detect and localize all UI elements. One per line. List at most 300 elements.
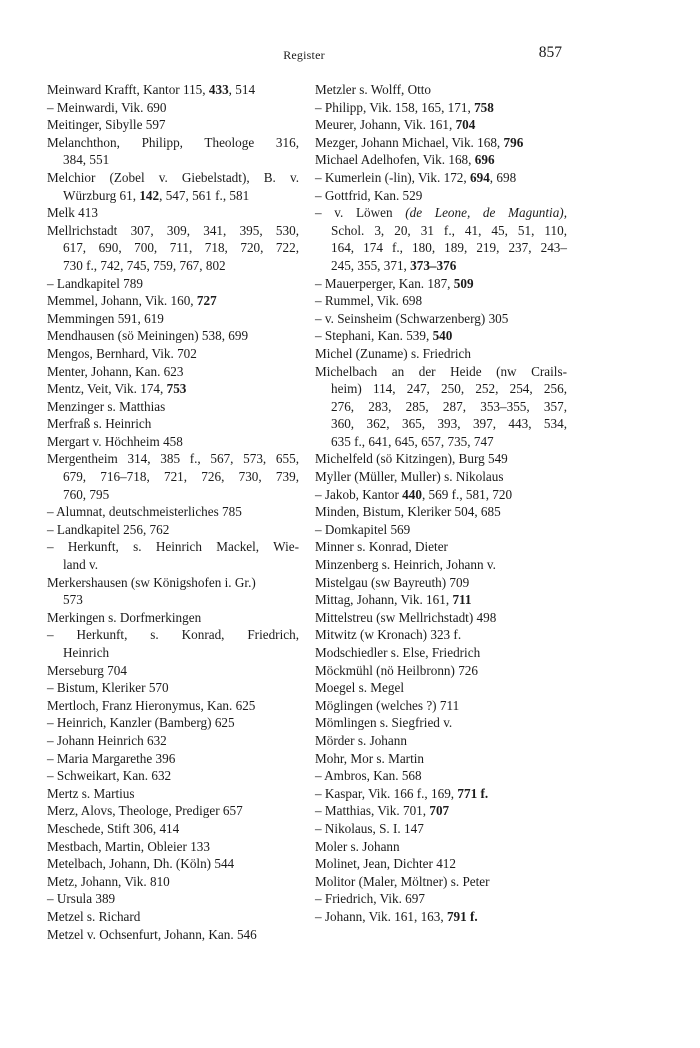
entry-text: Molinet, Jean, Dichter 412 xyxy=(315,856,456,872)
index-entry-line xyxy=(47,873,299,891)
entry-text: Merkingen s. Dorfmerkingen xyxy=(47,609,202,625)
index-entry-line xyxy=(47,662,299,680)
index-entry xyxy=(47,327,299,345)
index-entry-line xyxy=(315,785,567,803)
index-entry xyxy=(315,486,567,504)
index-entry xyxy=(315,838,567,856)
entry-text: Mendhausen (sö Meiningen) 538, 699 xyxy=(47,328,249,344)
index-entry xyxy=(47,204,299,222)
entry-text: Merseburg 704 xyxy=(47,662,127,678)
index-entry xyxy=(47,169,299,204)
page-reference-bold: 707 xyxy=(429,803,450,819)
index-entry-line xyxy=(315,99,567,117)
index-entry xyxy=(47,521,299,539)
index-entry xyxy=(315,538,567,556)
index-entry-line xyxy=(315,380,567,398)
index-entry xyxy=(47,908,299,926)
index-entry xyxy=(315,521,567,539)
index-entry xyxy=(47,662,299,680)
entry-text: – Herkunft, s. Heinrich Mackel, Wie- xyxy=(47,539,299,555)
index-entry-line xyxy=(315,327,567,345)
index-entry xyxy=(315,679,567,697)
index-entry-line xyxy=(47,415,299,433)
index-entry-line xyxy=(47,116,299,134)
index-entry-line xyxy=(47,327,299,345)
index-entry-line xyxy=(47,802,299,820)
entry-text: – Ursula 389 xyxy=(47,891,116,907)
entry-text: Mittelstreu (sw Mellrichstadt) 498 xyxy=(315,609,497,625)
page-reference-bold: 796 xyxy=(503,134,524,150)
index-entry xyxy=(315,732,567,750)
entry-text: Mezger, Johann Michael, Vik. 168, xyxy=(315,134,504,150)
page-reference-bold: 758 xyxy=(474,99,494,115)
entry-text: Memmingen 591, 619 xyxy=(47,310,164,326)
index-entry xyxy=(47,609,299,627)
index-entry-line xyxy=(315,116,567,134)
index-entry-line xyxy=(47,697,299,715)
index-column-left xyxy=(47,81,299,943)
entry-text: 276, 283, 285, 287, 353–355, 357, xyxy=(331,398,567,414)
index-entry xyxy=(47,538,299,573)
index-entry-line xyxy=(47,81,299,99)
page-reference-bold: 771 f. xyxy=(457,785,489,801)
entry-text: Modschiedler s. Else, Friedrich xyxy=(315,645,481,660)
index-entry-line xyxy=(47,99,299,117)
index-entry xyxy=(47,750,299,768)
index-entry-line xyxy=(47,433,299,451)
entry-text: Schol. 3, 20, 31 f., 41, 45, 51, 110, xyxy=(331,222,567,238)
index-entry-line xyxy=(47,345,299,363)
index-entry xyxy=(315,609,567,627)
index-entry xyxy=(315,556,567,574)
page-reference-bold: 696 xyxy=(474,152,495,168)
index-entry-line xyxy=(47,450,299,468)
entry-text: Meschede, Stift 306, 414 xyxy=(47,820,180,836)
index-entry-line xyxy=(315,767,567,785)
page-reference-bold: 753 xyxy=(166,381,187,397)
entry-text: Mistelgau (sw Bayreuth) 709 xyxy=(315,574,470,590)
index-entry-line xyxy=(315,345,567,363)
index-entry xyxy=(47,345,299,363)
index-entry-line xyxy=(47,486,299,504)
entry-text: Möglingen (welches ?) 711 xyxy=(315,697,460,713)
index-entry xyxy=(315,662,567,680)
index-entry xyxy=(315,890,567,908)
entry-text: Heinrich xyxy=(63,645,110,660)
entry-text: Memmel, Johann, Vik. 160, xyxy=(47,293,197,309)
index-entry xyxy=(47,873,299,891)
index-entry-line xyxy=(47,574,299,592)
index-entry xyxy=(47,415,299,433)
index-entry xyxy=(315,345,567,363)
index-entry-line xyxy=(47,363,299,381)
entry-text: 360, 362, 365, 393, 397, 443, 534, xyxy=(331,416,567,432)
index-entry-line xyxy=(315,486,567,504)
index-entry xyxy=(47,714,299,732)
entry-text: Mergentheim 314, 385 f., 567, 573, 655, xyxy=(47,451,299,467)
index-entry-line xyxy=(315,855,567,873)
index-entry-line xyxy=(315,222,567,240)
entry-text: Michel (Zuname) s. Friedrich xyxy=(315,345,472,361)
entry-text: Minzenberg s. Heinrich, Johann v. xyxy=(315,557,496,573)
index-entry xyxy=(315,81,567,99)
entry-text: Mertloch, Franz Hieronymus, Kan. 625 xyxy=(47,697,256,713)
entry-text: Menzinger s. Matthias xyxy=(47,398,166,414)
entry-text: – Schweikart, Kan. 632 xyxy=(47,768,172,784)
entry-text: – v. Löwen xyxy=(315,205,406,221)
entry-text: Michelbach an der Heide (nw Crails- xyxy=(315,363,567,379)
entry-text: 730 f., 742, 745, 759, 767, 802 xyxy=(63,257,226,273)
entry-text: Michael Adelhofen, Vik. 168, xyxy=(315,152,475,168)
entry-text: – Friedrich, Vik. 697 xyxy=(315,891,425,907)
entry-text: Metz, Johann, Vik. 810 xyxy=(47,873,170,889)
index-entry-line xyxy=(47,908,299,926)
index-entry xyxy=(47,626,299,661)
index-entry-line xyxy=(47,204,299,222)
index-entry xyxy=(47,450,299,503)
entry-text: – Bistum, Kleriker 570 xyxy=(47,680,169,696)
entry-text: – Heinrich, Kanzler (Bamberg) 625 xyxy=(47,715,235,731)
entry-text: – Landkapitel 789 xyxy=(47,275,143,291)
entry-text: – Stephani, Kan. 539, xyxy=(315,328,433,344)
index-entry xyxy=(47,433,299,451)
index-entry xyxy=(47,838,299,856)
index-entry-line xyxy=(47,732,299,750)
index-entry xyxy=(315,574,567,592)
index-entry-line xyxy=(47,275,299,293)
entry-text: Mergart v. Höchheim 458 xyxy=(47,433,183,449)
entry-text: Mestbach, Martin, Obleier 133 xyxy=(47,838,210,854)
index-entry-line xyxy=(47,239,299,257)
index-entry xyxy=(47,134,299,169)
index-entry xyxy=(47,503,299,521)
italic-text: (de Leone, de Maguntia), xyxy=(405,205,567,221)
entry-text: Metelbach, Johann, Dh. (Köln) 544 xyxy=(47,856,235,872)
index-entry xyxy=(315,204,567,274)
index-entry xyxy=(315,503,567,521)
entry-text: Mengos, Bernhard, Vik. 702 xyxy=(47,345,197,361)
index-entry xyxy=(315,450,567,468)
index-entry-line xyxy=(315,732,567,750)
index-entry xyxy=(47,767,299,785)
entry-text: – Landkapitel 256, 762 xyxy=(47,521,170,537)
entry-text: – Nikolaus, S. I. 147 xyxy=(315,820,424,836)
index-entry xyxy=(315,275,567,293)
entry-text: Merz, Alovs, Theologe, Prediger 657 xyxy=(47,803,243,819)
entry-text: 635 f., 641, 645, 657, 735, 747 xyxy=(331,433,494,449)
entry-text: – Jakob, Kantor xyxy=(315,486,403,502)
entry-text: , 698 xyxy=(489,169,517,185)
entry-text: land v. xyxy=(63,557,99,573)
entry-text: 384, 551 xyxy=(63,152,110,168)
index-entry-line xyxy=(315,187,567,205)
entry-text: 573 xyxy=(63,592,83,608)
index-entry-line xyxy=(47,926,299,944)
entry-text: – Kaspar, Vik. 166 f., 169, xyxy=(315,785,458,801)
index-entry xyxy=(47,855,299,873)
index-entry-line xyxy=(47,609,299,627)
index-entry-line xyxy=(315,134,567,152)
index-entry xyxy=(315,116,567,134)
page-reference-bold: 727 xyxy=(196,293,217,309)
index-entry-line xyxy=(315,873,567,891)
index-entry xyxy=(315,468,567,486)
index-entry xyxy=(47,679,299,697)
entry-text: – Maria Margarethe 396 xyxy=(47,750,176,766)
entry-text: , 514 xyxy=(228,82,256,97)
index-entry-line xyxy=(47,187,299,205)
index-entry-line xyxy=(315,714,567,732)
index-entry xyxy=(315,169,567,187)
entry-text: Merfraß s. Heinrich xyxy=(47,416,152,432)
index-entry xyxy=(47,380,299,398)
index-entry-line xyxy=(315,275,567,293)
index-entry xyxy=(47,802,299,820)
index-entry-line xyxy=(47,679,299,697)
entry-text: – Alumnat, deutschmeisterliches 785 xyxy=(47,504,242,520)
index-entry-line xyxy=(315,538,567,556)
index-entry xyxy=(315,310,567,328)
index-entry-line xyxy=(47,714,299,732)
index-entry-line xyxy=(47,134,299,152)
entry-text: Molitor (Maler, Möltner) s. Peter xyxy=(315,873,490,889)
index-entry-line xyxy=(47,644,299,662)
index-entry-line xyxy=(47,767,299,785)
index-entry-line xyxy=(315,239,567,257)
index-entry-line xyxy=(47,890,299,908)
index-entry-line xyxy=(315,679,567,697)
index-entry-line xyxy=(315,169,567,187)
entry-text: Menter, Johann, Kan. 623 xyxy=(47,363,184,379)
entry-text: Merkershausen (sw Königshofen i. Gr.) xyxy=(47,574,256,590)
index-entry xyxy=(47,890,299,908)
running-head: Register xyxy=(283,48,325,62)
index-entry-line xyxy=(47,310,299,328)
index-entry-line xyxy=(47,538,299,556)
index-entry xyxy=(315,750,567,768)
index-entry xyxy=(47,820,299,838)
index-entry xyxy=(315,714,567,732)
index-entry-line xyxy=(315,662,567,680)
entry-text: – Johann Heinrich 632 xyxy=(47,732,167,748)
index-entry xyxy=(47,292,299,310)
page-header xyxy=(46,44,562,68)
entry-text: – Herkunft, s. Konrad, Friedrich, xyxy=(47,627,299,643)
index-entry-line xyxy=(47,169,299,187)
page-reference-bold: 433 xyxy=(208,82,229,97)
page-reference-bold: 704 xyxy=(455,117,476,133)
index-entry xyxy=(47,697,299,715)
index-entry xyxy=(47,275,299,293)
index-entry xyxy=(315,99,567,117)
entry-text: Mitwitz (w Kronach) 323 f. xyxy=(315,627,462,643)
index-entry-line xyxy=(315,292,567,310)
entry-text: Metzel v. Ochsenfurt, Johann, Kan. 546 xyxy=(47,926,257,942)
entry-text: Mentz, Veit, Vik. 174, xyxy=(47,381,167,397)
entry-text: Mertz s. Martius xyxy=(47,785,135,801)
index-entry xyxy=(315,697,567,715)
entry-text: , 569 f., 581, 720 xyxy=(421,486,513,502)
index-entry-line xyxy=(315,204,567,222)
index-entry xyxy=(315,292,567,310)
entry-text: Melk 413 xyxy=(47,205,98,221)
index-entry-line xyxy=(47,838,299,856)
index-entry-line xyxy=(315,609,567,627)
entry-text: Moler s. Johann xyxy=(315,838,400,854)
entry-text: – Johann, Vik. 161, 163, xyxy=(315,908,447,924)
index-entry-line xyxy=(47,521,299,539)
index-entry xyxy=(315,873,567,891)
index-entry xyxy=(315,151,567,169)
index-entry xyxy=(47,310,299,328)
entry-text: Würzburg 61, xyxy=(63,187,140,203)
entry-text: 679, 716–718, 721, 726, 730, 739, xyxy=(63,469,299,485)
index-entry xyxy=(315,908,567,926)
index-entry-line xyxy=(47,222,299,240)
index-entry xyxy=(315,644,567,662)
index-entry-line xyxy=(315,257,567,275)
entry-text: – Ambros, Kan. 568 xyxy=(315,768,422,784)
index-entry xyxy=(315,187,567,205)
index-entry-line xyxy=(315,310,567,328)
index-entry xyxy=(315,134,567,152)
entry-text: – v. Seinsheim (Schwarzenberg) 305 xyxy=(315,310,509,326)
index-entry-line xyxy=(315,644,567,662)
index-entry xyxy=(47,99,299,117)
entry-text: – Philipp, Vik. 158, 165, 171, xyxy=(315,99,475,115)
index-entry xyxy=(47,81,299,99)
index-entry-line xyxy=(315,908,567,926)
entry-text: Myller (Müller, Muller) s. Nikolaus xyxy=(315,469,504,485)
page-number: 857 xyxy=(538,44,562,61)
index-entry-line xyxy=(47,292,299,310)
page-reference-bold: 440 xyxy=(402,486,422,502)
entry-text: Meitinger, Sibylle 597 xyxy=(47,117,166,133)
page-reference-bold: 694 xyxy=(470,169,490,185)
index-entry-line xyxy=(47,556,299,574)
entry-text: – Meinwardi, Vik. 690 xyxy=(47,99,167,115)
index-column-right xyxy=(315,81,567,926)
entry-text: Melchior (Zobel v. Giebelstadt), B. v. xyxy=(47,169,299,185)
index-entry-line xyxy=(315,363,567,381)
page-reference-bold: 142 xyxy=(139,187,160,203)
entry-text: Mellrichstadt 307, 309, 341, 395, 530, xyxy=(47,222,299,238)
entry-text: Metzel s. Richard xyxy=(47,908,141,924)
index-entry-line xyxy=(315,574,567,592)
index-entry-line xyxy=(315,503,567,521)
entry-text: Melanchthon, Philipp, Theologe 316, xyxy=(47,134,299,150)
index-entry xyxy=(47,732,299,750)
page-reference-bold: 791 f. xyxy=(446,908,478,924)
index-entry-line xyxy=(315,433,567,451)
index-entry xyxy=(47,398,299,416)
entry-text: – Domkapitel 569 xyxy=(315,521,411,537)
index-entry xyxy=(315,626,567,644)
entry-text: – Mauerperger, Kan. 187, xyxy=(315,275,454,291)
entry-text: Meinward Krafft, Kantor 115, xyxy=(47,82,209,97)
entry-text: Meurer, Johann, Vik. 161, xyxy=(315,117,456,133)
page-reference-bold: 711 xyxy=(452,592,472,608)
index-entry-line xyxy=(47,380,299,398)
entry-text: Metzler s. Wolff, Otto xyxy=(315,82,432,97)
index-entry-line xyxy=(315,820,567,838)
index-entry xyxy=(47,363,299,381)
index-entry xyxy=(47,785,299,803)
entry-text: Michelfeld (sö Kitzingen), Burg 549 xyxy=(315,451,508,467)
entry-text: – Rummel, Vik. 698 xyxy=(315,293,423,309)
entry-text: Möckmühl (nö Heilbronn) 726 xyxy=(315,662,478,678)
entry-text: 245, 355, 371, xyxy=(331,257,411,273)
index-entry-line xyxy=(47,468,299,486)
index-entry-line xyxy=(47,785,299,803)
entry-text: – Kumerlein (-lin), Vik. 172, xyxy=(315,169,470,185)
index-entry-line xyxy=(315,591,567,609)
entry-text: heim) 114, 247, 250, 252, 254, 256, xyxy=(331,381,567,397)
index-entry-line xyxy=(47,820,299,838)
index-entry-line xyxy=(315,802,567,820)
page-reference-bold: 509 xyxy=(453,275,474,291)
entry-text: 164, 174 f., 180, 189, 219, 237, 243– xyxy=(331,240,567,256)
index-entry-line xyxy=(315,697,567,715)
index-entry-line xyxy=(47,750,299,768)
index-entry-line xyxy=(47,398,299,416)
entry-text: 760, 795 xyxy=(63,486,110,502)
index-entry xyxy=(315,363,567,451)
entry-text: Minden, Bistum, Kleriker 504, 685 xyxy=(315,504,501,520)
entry-text: 617, 690, 700, 711, 718, 720, 722, xyxy=(63,240,299,256)
index-entry-line xyxy=(315,521,567,539)
entry-text: Mohr, Mor s. Martin xyxy=(315,750,424,766)
index-entry-line xyxy=(47,503,299,521)
index-entry xyxy=(315,802,567,820)
index-entry-line xyxy=(315,81,567,99)
index-entry-line xyxy=(315,468,567,486)
index-entry-line xyxy=(47,591,299,609)
page-reference-bold: 373–376 xyxy=(410,257,457,273)
index-entry xyxy=(315,767,567,785)
index-entry xyxy=(47,574,299,609)
index-entry xyxy=(315,591,567,609)
entry-text: Moegel s. Megel xyxy=(315,680,404,696)
index-entry xyxy=(315,785,567,803)
entry-text: Mömlingen s. Siegfried v. xyxy=(315,715,453,731)
index-entry-line xyxy=(315,151,567,169)
index-entry xyxy=(315,820,567,838)
entry-text: – Gottfrid, Kan. 529 xyxy=(315,187,423,203)
index-entry-line xyxy=(315,626,567,644)
entry-text: Mörder s. Johann xyxy=(315,732,407,748)
index-entry-line xyxy=(47,855,299,873)
index-entry-line xyxy=(47,151,299,169)
page-reference-bold: 540 xyxy=(432,328,453,344)
index-entry xyxy=(47,222,299,275)
index-entry-line xyxy=(315,450,567,468)
index-entry-line xyxy=(315,838,567,856)
index-entry xyxy=(47,116,299,134)
index-entry xyxy=(47,926,299,944)
index-entry xyxy=(315,855,567,873)
index-entry xyxy=(315,327,567,345)
index-entry-line xyxy=(315,556,567,574)
entry-text: , 547, 561 f., 581 xyxy=(159,187,250,203)
index-entry-line xyxy=(47,257,299,275)
index-entry-line xyxy=(47,626,299,644)
index-entry-line xyxy=(315,890,567,908)
entry-text: Mittag, Johann, Vik. 161, xyxy=(315,592,453,608)
index-entry-line xyxy=(315,415,567,433)
entry-text: – Matthias, Vik. 701, xyxy=(315,803,430,819)
index-entry-line xyxy=(315,750,567,768)
